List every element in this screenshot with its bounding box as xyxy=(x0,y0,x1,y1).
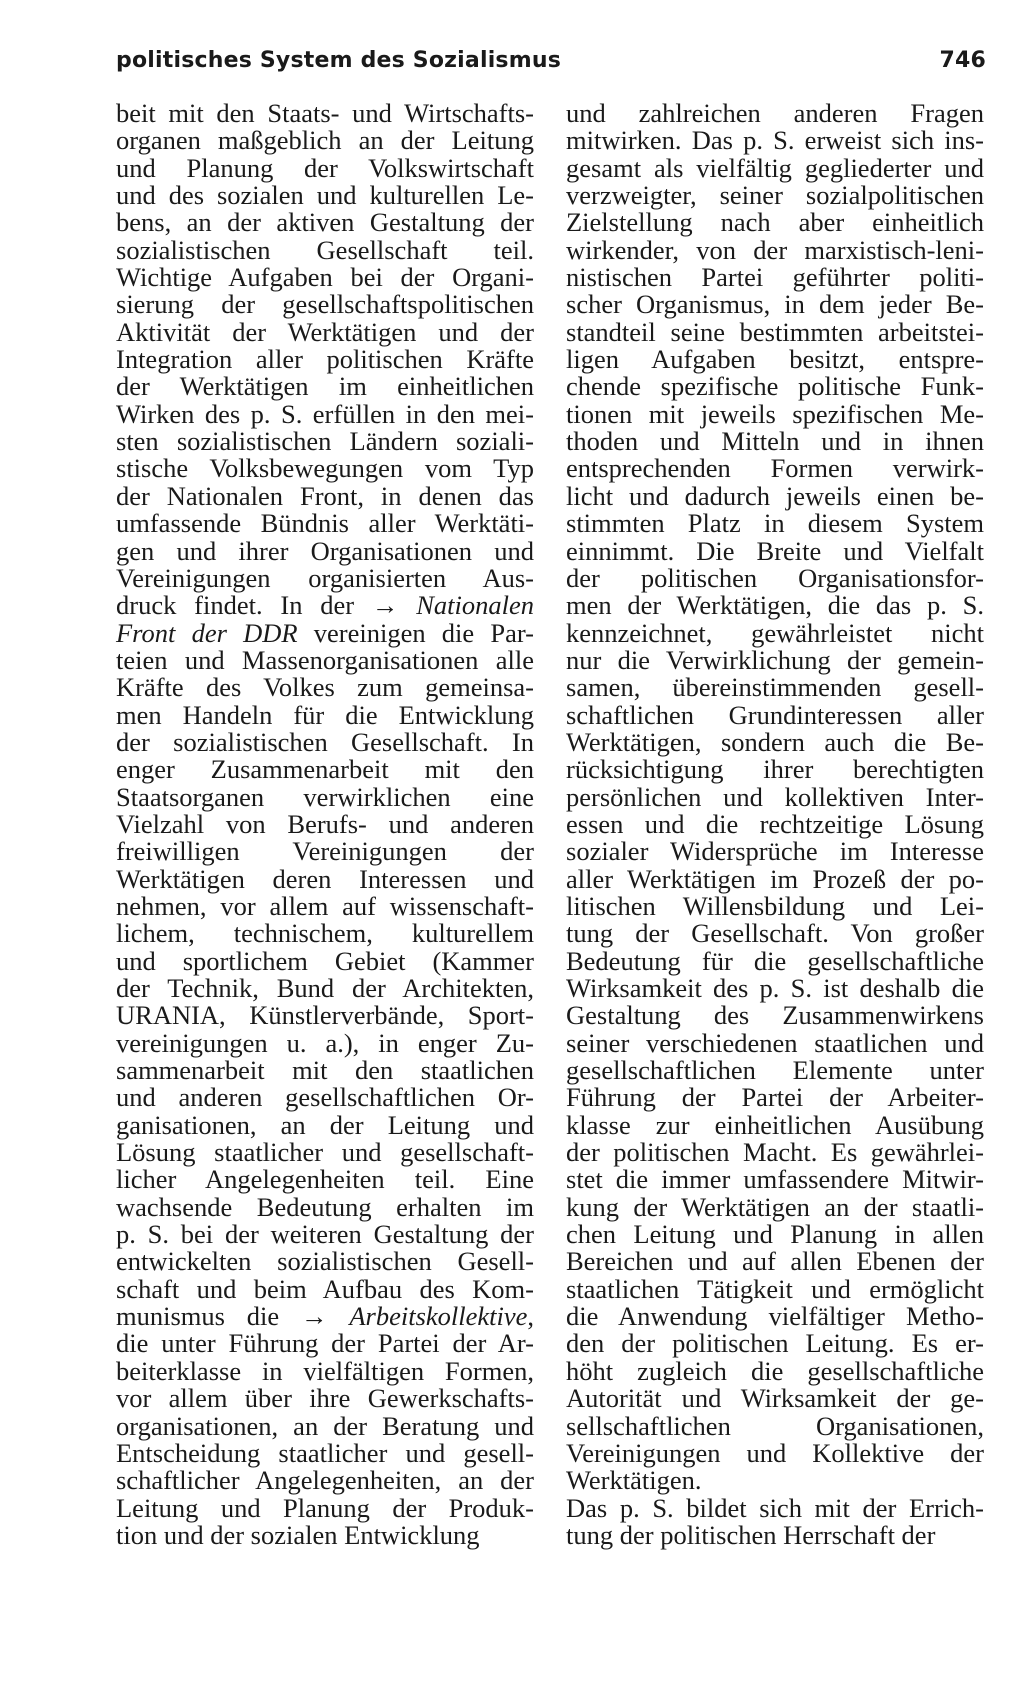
text-line: men der Werktätigen, die das p. S. xyxy=(566,590,984,621)
text-line: klasse zur einheitlichen Ausübung xyxy=(566,1109,984,1140)
text-line: Aktivität der Werktätigen und der xyxy=(116,316,534,347)
xref-link-front-der-ddr[interactable]: Front der DDR xyxy=(116,617,298,648)
text-line: licht und dadurch jeweils einen be- xyxy=(566,480,984,511)
text-line: Autorität und Wirksamkeit der ge- xyxy=(566,1383,984,1414)
text-line: Das p. S. bildet sich mit der Errich- xyxy=(566,1492,984,1523)
text-line: höht zugleich die gesellschaftliche xyxy=(566,1355,984,1386)
text-line: und zahlreichen anderen Fragen xyxy=(566,98,984,128)
text-fragment: , xyxy=(527,1301,535,1332)
text-line: beiterklasse in vielfältigen Formen, xyxy=(116,1355,534,1386)
text-line: und anderen gesellschaftlichen Or- xyxy=(116,1082,534,1113)
text-line: thoden und Mitteln und in ihnen xyxy=(566,426,984,457)
text-line: ligen Aufgaben besitzt, entspre- xyxy=(566,344,984,375)
text-line: tionen mit jeweils spezifischen Me- xyxy=(566,398,984,429)
text-line: tung der Gesellschaft. Von großer xyxy=(566,918,984,949)
text-line: vor allem über ihre Gewerkschafts- xyxy=(116,1383,534,1414)
text-line: sozialer Widersprüche im Interesse xyxy=(566,836,984,867)
text-line: Kräfte des Volkes zum gemeinsa- xyxy=(116,672,534,703)
text-line: der politischen Organisationsfor- xyxy=(566,562,984,593)
text-line: samen, übereinstimmenden gesell- xyxy=(566,672,984,703)
text-line: Wirken des p. S. erfüllen in den mei- xyxy=(116,398,534,429)
text-line: stimmten Platz in diesem System xyxy=(566,508,984,539)
text-line: die unter Führung der Partei der Ar- xyxy=(116,1328,534,1359)
text-line: Leitung und Planung der Produk- xyxy=(116,1492,534,1523)
text-line: wirkender, von der marxistisch-leni- xyxy=(566,234,984,265)
text-line: sten sozialistischen Ländern soziali- xyxy=(116,426,534,457)
text-line: tion und der sozialen Entwicklung xyxy=(116,1519,480,1550)
text-line: verzweigter, seiner sozialpolitischen xyxy=(566,180,984,211)
text-line: Entscheidung staatlicher und gesell- xyxy=(116,1437,534,1468)
text-fragment: vereinigen die Par- xyxy=(297,617,534,648)
text-fragment: munismus die xyxy=(116,1301,280,1332)
text-line: kung der Werktätigen an der staatli- xyxy=(566,1191,984,1222)
text-line: URANIA, Künstlerverbände, Sport- xyxy=(116,1000,534,1031)
text-line: chen Leitung und Planung in allen xyxy=(566,1219,984,1250)
entry-title: politisches System des Sozialismus xyxy=(116,48,562,73)
text-line: der sozialistischen Gesellschaft. In xyxy=(116,726,534,757)
text-line: kennzeichnet, gewährleistet nicht xyxy=(566,617,984,648)
text-line: seiner verschiedenen staatlichen und xyxy=(566,1027,984,1058)
xref-link-nationale-front[interactable]: Nationalen xyxy=(416,590,535,621)
text-line: Werktätigen, sondern auch die Be- xyxy=(566,726,984,757)
text-line: sierung der gesellschaftspolitischen xyxy=(116,289,534,320)
text-line: nistischen Partei geführter politi- xyxy=(566,262,984,293)
text-line: den der politischen Leitung. Es er- xyxy=(566,1328,984,1359)
text-line: Vereinigungen organisierten Aus- xyxy=(116,562,534,593)
text-line xyxy=(116,592,534,619)
xref-link-arbeitskollektive[interactable]: Arbeitskollektive xyxy=(349,1301,528,1332)
text-line: schaft und beim Aufbau des Kom- xyxy=(116,1273,534,1304)
text-line: Bereichen und auf allen Ebenen der xyxy=(566,1246,984,1277)
text-line xyxy=(116,1303,534,1330)
text-line: enger Zusammenarbeit mit den xyxy=(116,754,534,785)
text-line: beit mit den Staats- und Wirtschafts- xyxy=(116,98,534,128)
text-line: stet die immer umfassendere Mitwir- xyxy=(566,1164,984,1195)
text-line: teien und Massenorganisationen alle xyxy=(116,644,534,675)
text-line: gesamt als vielfältig gegliederter und xyxy=(566,152,984,183)
text-line: sammenarbeit mit den staatlichen xyxy=(116,1055,534,1086)
text-line: und des sozialen und kulturellen Le- xyxy=(116,180,534,211)
text-line: staatlichen Tätigkeit und ermöglicht xyxy=(566,1273,984,1304)
text-line: Lösung staatlicher und gesellschaft- xyxy=(116,1137,534,1168)
text-line: sellschaftlichen Organisationen, xyxy=(566,1410,984,1441)
text-line: vereinigungen u. a.), in enger Zu- xyxy=(116,1027,534,1058)
text-line: der Technik, Bund der Architekten, xyxy=(116,973,534,1003)
text-line: bens, an der aktiven Gestaltung der xyxy=(116,207,534,238)
text-line: und Planung der Volkswirtschaft xyxy=(116,152,534,183)
text-line: einnimmt. Die Breite und Vielfalt xyxy=(566,535,984,566)
text-line: die Anwendung vielfältiger Metho- xyxy=(566,1301,984,1332)
text-line: licher Angelegenheiten teil. Eine xyxy=(116,1164,534,1195)
text-line: der Nationalen Front, in denen das xyxy=(116,480,534,511)
text-line: schaftlicher Angelegenheiten, an der xyxy=(116,1465,534,1496)
text-line: Vereinigungen und Kollektive der xyxy=(566,1437,984,1468)
running-head xyxy=(116,48,986,84)
text-line: scher Organismus, in dem jeder Be- xyxy=(566,289,984,320)
text-line: Integration aller politischen Kräfte xyxy=(116,344,534,375)
text-line: rücksichtigung ihrer berechtigten xyxy=(566,754,984,785)
text-line: p. S. bei der weiteren Gestaltung der xyxy=(116,1219,534,1250)
text-line: Werktätigen. xyxy=(566,1465,702,1496)
text-line: entwickelten sozialistischen Gesell- xyxy=(116,1246,534,1277)
text-line: organen maßgeblich an der Leitung xyxy=(116,125,534,156)
text-line: aller Werktätigen im Prozeß der po- xyxy=(566,863,984,894)
text-line: freiwilligen Vereinigungen der xyxy=(116,836,534,867)
text-fragment: druck findet. In der xyxy=(116,590,355,621)
page-number: 746 xyxy=(939,48,986,73)
text-line: tung der politischen Herrschaft der xyxy=(566,1519,936,1550)
text-line: litischen Willensbildung und Lei- xyxy=(566,890,984,921)
text-line: gen und ihrer Organisationen und xyxy=(116,535,534,566)
text-line: chende spezifische politische Funk- xyxy=(566,371,984,402)
text-line: umfassende Bündnis aller Werktäti- xyxy=(116,508,534,539)
xref-arrow-icon: → xyxy=(301,1301,328,1332)
text-line: Wichtige Aufgaben bei der Organi- xyxy=(116,262,534,293)
text-line: men Handeln für die Entwicklung xyxy=(116,699,534,730)
text-line: entsprechenden Formen verwirk- xyxy=(566,453,984,484)
text-line: Staatsorganen verwirklichen eine xyxy=(116,781,534,812)
text-line: der Werktätigen im einheitlichen xyxy=(116,371,534,402)
text-line: organisationen, an der Beratung und xyxy=(116,1410,534,1441)
text-line: nur die Verwirklichung der gemein- xyxy=(566,644,984,675)
text-line: essen und die rechtzeitige Lösung xyxy=(566,808,984,839)
text-line: der politischen Macht. Es gewährlei- xyxy=(566,1137,984,1168)
text-line: Führung der Partei der Arbeiter- xyxy=(566,1082,984,1113)
text-line: schaftlichen Grundinteressen aller xyxy=(566,699,984,730)
text-line: Werktätigen deren Interessen und xyxy=(116,863,534,894)
text-line: standteil seine bestimmten arbeitstei- xyxy=(566,316,984,347)
xref-arrow-icon: → xyxy=(371,590,399,621)
text-line: lichem, technischem, kulturellem xyxy=(116,918,534,949)
text-line: Vielzahl von Berufs- und anderen xyxy=(116,808,534,839)
text-line: gesellschaftlichen Elemente unter xyxy=(566,1055,984,1086)
text-line: und sportlichem Gebiet (Kammer xyxy=(116,945,534,976)
text-line: ganisationen, an der Leitung und xyxy=(116,1109,534,1140)
right-column xyxy=(566,100,984,1549)
text-line: wachsende Bedeutung erhalten im xyxy=(116,1191,534,1222)
text-line xyxy=(116,617,534,648)
text-line: Bedeutung für die gesellschaftliche xyxy=(566,945,984,976)
text-line: nehmen, vor allem auf wissenschaft- xyxy=(116,890,534,921)
left-column xyxy=(116,100,534,1549)
text-line: Zielstellung nach aber einheitlich xyxy=(566,207,984,238)
text-line: sozialistischen Gesellschaft teil. xyxy=(116,234,534,265)
text-line: stische Volksbewegungen vom Typ xyxy=(116,453,534,484)
text-line: persönlichen und kollektiven Inter- xyxy=(566,781,984,812)
text-line: Gestaltung des Zusammenwirkens xyxy=(566,1000,984,1031)
text-line: mitwirken. Das p. S. erweist sich ins- xyxy=(566,125,984,156)
text-line: Wirksamkeit des p. S. ist deshalb die xyxy=(566,973,984,1003)
